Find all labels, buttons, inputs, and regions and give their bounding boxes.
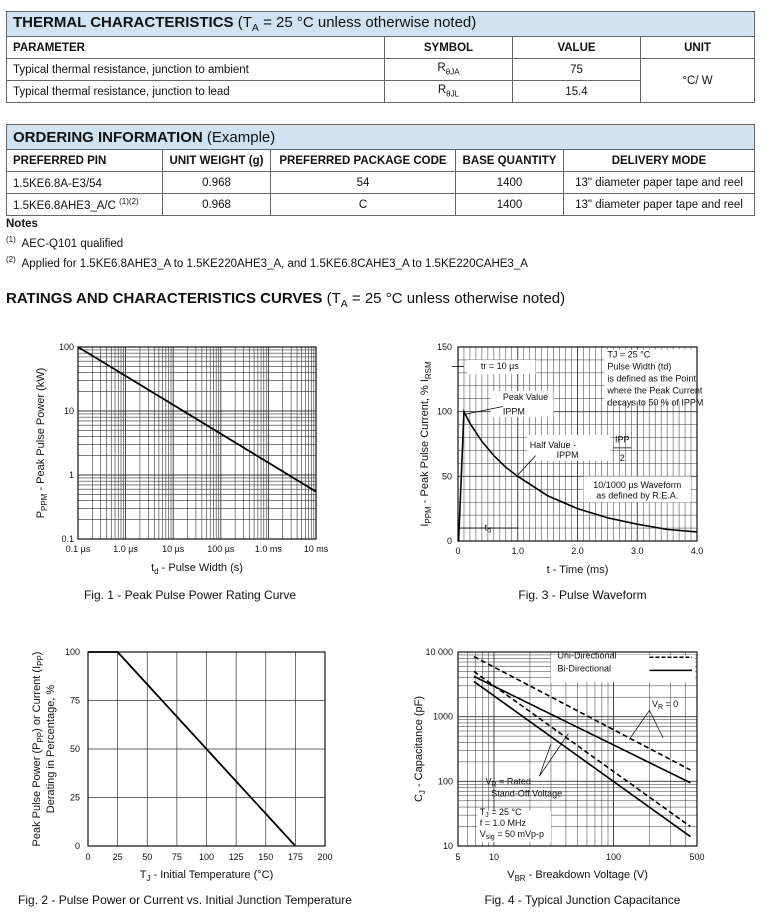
x-tick-label: 100 µs bbox=[207, 544, 235, 554]
x-tick-label: 50 bbox=[142, 852, 153, 862]
y-tick-label: 0 bbox=[74, 841, 80, 851]
y-tick-label: 1 bbox=[68, 470, 74, 480]
pointer bbox=[629, 710, 649, 739]
y-axis-label: $I_{PPM}$ - Peak Pulse Current, % $I_{RSM}$ bbox=[419, 361, 433, 527]
pointer bbox=[539, 733, 568, 776]
col-weight: UNIT WEIGHT (g) bbox=[163, 150, 271, 172]
fig3-chart bbox=[390, 330, 775, 580]
y-tick-label: 50 bbox=[441, 471, 452, 482]
unit-cell: °C/ W bbox=[641, 59, 755, 103]
x-axis-label: t - Time (ms) bbox=[546, 564, 609, 576]
plot-frame bbox=[78, 347, 316, 539]
weight-cell: 0.968 bbox=[163, 194, 271, 216]
parameter-cell: Typical thermal resistance, junction to lead bbox=[7, 81, 385, 103]
x-tick-label: 0 bbox=[85, 852, 91, 862]
y-tick-label: 100 bbox=[58, 342, 74, 352]
y-axis-label: $P_{PPM}$ - Peak Pulse Power (kW) bbox=[35, 367, 49, 519]
wave-label: as defined by R.E.A. bbox=[596, 490, 679, 501]
half-label: IPP bbox=[615, 434, 630, 445]
series-line bbox=[474, 671, 690, 829]
col-mode: DELIVERY MODE bbox=[564, 150, 755, 172]
y-tick-label: 50 bbox=[69, 744, 80, 754]
thermal-title: THERMAL CHARACTERISTICS ($T_A = 25$ °C unless otherwise noted) bbox=[7, 12, 755, 37]
y-tick-label: 75 bbox=[69, 695, 80, 706]
legend-label: Bi-Directional bbox=[557, 663, 612, 674]
info-text: Pulse Width (td) bbox=[607, 361, 672, 372]
weight-cell: 0.968 bbox=[163, 172, 271, 194]
y-tick-label: 1000 bbox=[432, 711, 453, 722]
x-tick-label: 125 bbox=[228, 852, 244, 862]
td-label: $t_d$ bbox=[484, 522, 492, 535]
x-tick-label: 100 bbox=[605, 852, 621, 862]
cond-label: $T_J = 25$ °C bbox=[479, 807, 522, 820]
fig4-chart bbox=[390, 640, 775, 885]
pointer bbox=[539, 744, 551, 776]
y-tick-label: 10 bbox=[442, 841, 453, 851]
parameter-cell: Typical thermal resistance, junction to ambient bbox=[7, 59, 385, 81]
wave-label: 10/1000 µs Waveform bbox=[593, 479, 682, 490]
y-tick-label: 100 bbox=[437, 776, 453, 787]
table-row bbox=[7, 59, 755, 81]
y-tick-label: 150 bbox=[436, 342, 452, 352]
fig1-chart bbox=[0, 330, 380, 580]
y-axis-label: Peak Pulse Power $(P_{PP})$ or Current $(I_{PP})$ bbox=[31, 651, 45, 847]
curves-title: RATINGS AND CHARACTERISTICS CURVES ($T_A = 25$ °C unless otherwise noted) bbox=[6, 290, 566, 310]
vr-rated-label: Stand-Off Voltage bbox=[491, 788, 563, 799]
value-cell: 75 bbox=[513, 59, 641, 81]
symbol-cell: $R_{\theta JL}$ bbox=[385, 81, 513, 103]
vr-rated-label: $V_R$ = Rated bbox=[485, 776, 531, 789]
col-pin: PREFERRED PIN bbox=[7, 150, 163, 172]
x-tick-label: 200 bbox=[317, 852, 333, 862]
fig3-caption: Fig. 3 - Pulse Waveform bbox=[518, 588, 647, 602]
notes-title: Notes bbox=[6, 218, 38, 230]
y-tick-label: 0 bbox=[446, 536, 452, 546]
pin-cell: 1.5KE6.8A-E3/54 bbox=[7, 172, 163, 194]
half-label: 2 bbox=[619, 452, 625, 463]
y-tick-label: 100 bbox=[436, 406, 452, 417]
note-2: $^{(2)}$ Applied for 1.5KE6.8AHE3_A to 1.5KE220AHE3_A, and 1.5KE6.8CAHE3_A to 1.5KE220CAHE3_A bbox=[6, 254, 528, 270]
x-tick-label: 4.0 bbox=[690, 546, 704, 556]
table-row bbox=[7, 194, 755, 216]
col-qty: BASE QUANTITY bbox=[456, 150, 564, 172]
y-axis-label: Derating in Percentage, % bbox=[45, 684, 57, 814]
x-tick-label: 10 bbox=[488, 852, 499, 862]
x-tick-label: 10 µs bbox=[162, 544, 185, 554]
x-axis-label: $V_{BR}$ - Breakdown Voltage (V) bbox=[507, 869, 648, 883]
col-value: VALUE bbox=[513, 37, 641, 59]
y-tick-label: 10 bbox=[63, 406, 74, 416]
y-tick-label: 25 bbox=[69, 792, 80, 803]
x-tick-label: 1.0 µs bbox=[113, 544, 138, 554]
x-tick-label: 100 bbox=[198, 852, 215, 862]
code-cell: 54 bbox=[271, 172, 456, 194]
x-tick-label: 2.0 bbox=[571, 546, 584, 556]
x-tick-label: 1.0 bbox=[511, 546, 525, 556]
y-tick-label: 10 000 bbox=[425, 647, 453, 657]
notes bbox=[6, 217, 528, 272]
ordering-title: ORDERING INFORMATION (Example) bbox=[7, 125, 755, 150]
x-axis-label: $t_d$ - Pulse Width (s) bbox=[151, 562, 243, 576]
x-tick-label: 75 bbox=[171, 852, 182, 862]
y-axis-label: $C_J$ - Capacitance (pF) bbox=[413, 695, 427, 803]
cond-label: $V_{sig} = 50$ mVp-p bbox=[479, 829, 544, 842]
col-parameter: PARAMETER bbox=[7, 37, 385, 59]
peak-label: IPPM bbox=[502, 406, 525, 417]
fig4-caption: Fig. 4 - Typical Junction Capacitance bbox=[484, 893, 681, 907]
vr0-label: $V_R = 0$ bbox=[651, 699, 679, 712]
x-tick-label: 1.0 ms bbox=[254, 544, 282, 554]
col-code: PREFERRED PACKAGE CODE bbox=[271, 150, 456, 172]
x-tick-label: 0.1 µs bbox=[65, 544, 91, 554]
info-text: is defined as the Point bbox=[607, 373, 696, 384]
info-text: where the Peak Current bbox=[607, 385, 703, 396]
symbol-cell: $R_{\theta JA}$ bbox=[385, 59, 513, 81]
table-row bbox=[7, 172, 755, 194]
qty-cell: 1400 bbox=[456, 172, 564, 194]
value-cell: 15.4 bbox=[513, 81, 641, 103]
fig2-chart bbox=[0, 640, 380, 885]
fig2-caption: Fig. 2 - Pulse Power or Current vs. Initial Junction Temperature bbox=[18, 893, 352, 907]
x-tick-label: 175 bbox=[287, 852, 303, 862]
info-text: TJ = 25 °C bbox=[607, 349, 651, 360]
x-axis-label: $T_J$ - Initial Temperature (°C) bbox=[139, 869, 274, 883]
x-tick-label: 0 bbox=[455, 546, 461, 556]
col-unit: UNIT bbox=[641, 37, 755, 59]
y-tick-label: 0.1 bbox=[61, 534, 74, 544]
cond-label: f = 1.0 MHz bbox=[479, 818, 526, 829]
mode-cell: 13" diameter paper tape and reel bbox=[564, 194, 755, 216]
thermal-table bbox=[6, 11, 755, 103]
peak-label: Peak Value bbox=[502, 392, 549, 403]
tr-label: tr = 10 µs bbox=[480, 360, 519, 371]
fig1-caption: Fig. 1 - Peak Pulse Power Rating Curve bbox=[83, 588, 297, 602]
note-1: $^{(1)}$ AEC-Q101 qualified bbox=[6, 235, 124, 250]
x-tick-label: 3.0 bbox=[630, 546, 644, 556]
series-line bbox=[78, 347, 316, 492]
x-tick-label: 500 bbox=[689, 852, 705, 862]
qty-cell: 1400 bbox=[456, 194, 564, 216]
info-text: decays to 50 % of IPPM bbox=[607, 397, 704, 408]
mode-cell: 13" diameter paper tape and reel bbox=[564, 172, 755, 194]
x-tick-label: 10 ms bbox=[303, 544, 329, 554]
pointer bbox=[649, 710, 663, 737]
x-tick-label: 150 bbox=[258, 852, 274, 862]
half-label: Half Value - bbox=[529, 439, 577, 450]
code-cell: C bbox=[271, 194, 456, 216]
pin-cell: 1.5KE6.8AHE3_A/C $^{(1)(2)}$ bbox=[7, 194, 163, 216]
series-line bbox=[474, 676, 690, 782]
legend-label: Uni-Directional bbox=[557, 650, 617, 661]
y-tick-label: 100 bbox=[64, 647, 80, 657]
col-symbol: SYMBOL bbox=[385, 37, 513, 59]
x-tick-label: 5 bbox=[455, 852, 461, 862]
half-label: IPPM bbox=[556, 450, 579, 461]
ordering-table bbox=[6, 124, 755, 216]
x-tick-label: 25 bbox=[112, 852, 123, 862]
